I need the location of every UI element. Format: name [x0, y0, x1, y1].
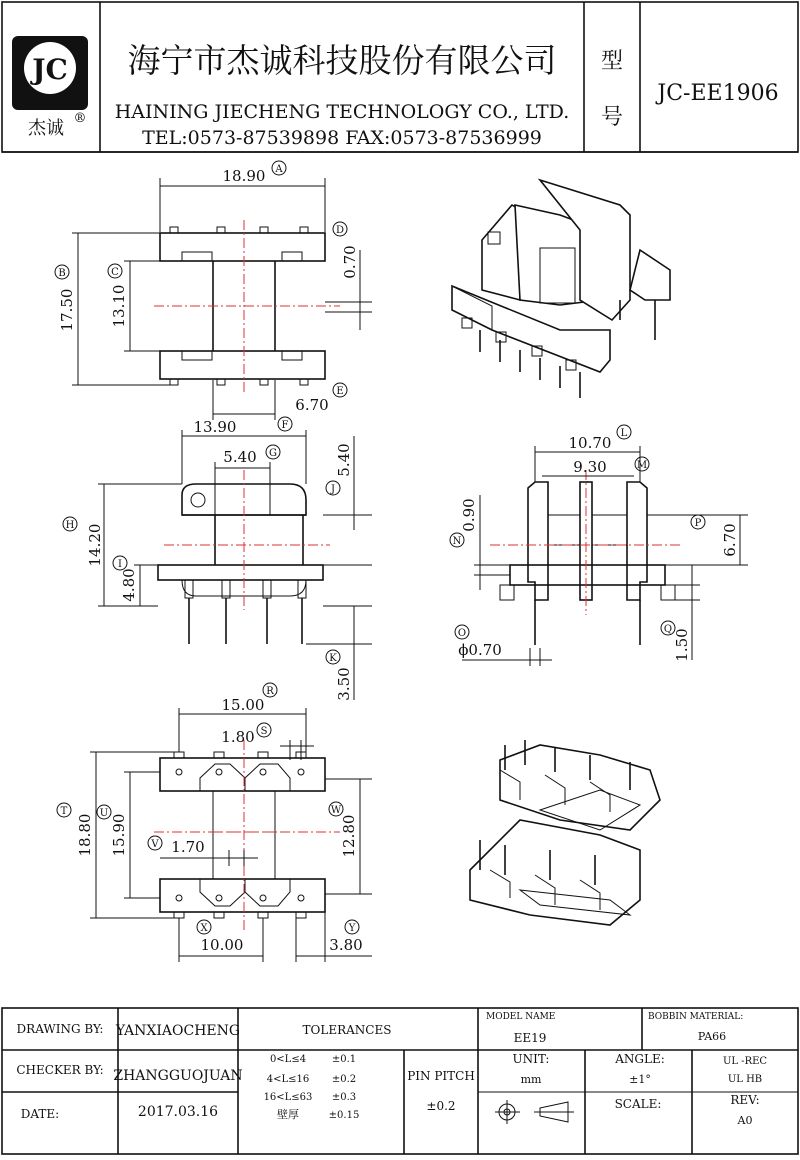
dim-b-value: 17.50: [58, 288, 76, 332]
date-label: DATE:: [20, 1107, 60, 1121]
company-name-cn: 海宁市杰诚科技股份有限公司: [127, 41, 557, 80]
dim-i-value: 4.80: [120, 568, 138, 602]
tol-3: ±0.3: [331, 1092, 357, 1103]
dim-h-value: 14.20: [86, 523, 104, 567]
company-logo: [12, 36, 88, 139]
dim-t-value: 18.80: [76, 813, 94, 857]
drawing-by-label: DRAWING BY:: [16, 1022, 104, 1036]
dim-g-tag: G: [269, 448, 277, 459]
dim-l-tag: L: [620, 428, 628, 439]
dim-o-tag: O: [457, 628, 467, 639]
dim-v-tag: V: [151, 839, 159, 850]
tolerances-label: TOLERANCES: [302, 1023, 392, 1037]
dim-q-value: 1.50: [673, 628, 691, 662]
ul-hb: UL HB: [727, 1074, 763, 1085]
dim-g-value: 5.40: [223, 448, 257, 466]
checker-by-label: CHECKER BY:: [16, 1063, 104, 1077]
top-view: [55, 161, 372, 420]
model-name-label: MODEL NAME: [486, 1012, 556, 1022]
projection-symbol: [495, 1100, 574, 1124]
dim-y-value: 3.80: [329, 936, 363, 954]
bobbin-material: PA66: [697, 1030, 727, 1043]
model-number: JC-EE1906: [657, 81, 779, 106]
title-block: [2, 1008, 798, 1154]
tol-1: ±0.1: [331, 1054, 357, 1065]
model-label-1: 型: [600, 49, 624, 74]
dim-t-tag: T: [60, 806, 68, 817]
dim-w-value: 12.80: [340, 814, 358, 858]
dim-v-value: 1.70: [171, 838, 205, 856]
dim-p-value: 6.70: [721, 523, 739, 557]
rev-label: REV:: [730, 1093, 760, 1107]
company-name-en: HAINING JIECHENG TECHNOLOGY CO., LTD.: [114, 101, 570, 123]
isometric-view-top: [452, 180, 670, 398]
dim-a-tag: A: [275, 164, 283, 175]
header-block: [2, 2, 798, 152]
dim-j-tag: J: [330, 484, 336, 495]
pin-pitch: ±0.2: [426, 1099, 456, 1113]
logo-text: JC: [32, 53, 68, 86]
dim-o-value: ϕ0.70: [458, 641, 502, 659]
angle-label: ANGLE:: [615, 1052, 665, 1066]
dim-n-tag: N: [452, 536, 462, 547]
drawing-by: YANXIAOCHENG: [115, 1023, 241, 1039]
dim-u-value: 15.90: [110, 813, 128, 857]
dim-c-value: 13.10: [110, 284, 128, 328]
dim-q-tag: Q: [663, 624, 673, 635]
dim-p-tag: P: [694, 518, 702, 529]
dim-y-tag: Y: [348, 923, 356, 934]
side-view: [450, 425, 748, 666]
rev: A0: [737, 1114, 753, 1127]
registered-mark: ®: [73, 111, 87, 126]
dim-d-tag: D: [335, 225, 345, 236]
dim-u-tag: U: [99, 808, 109, 819]
bobbin-material-label: BOBBIN MATERIAL:: [648, 1012, 744, 1022]
tol-4: ±0.15: [328, 1110, 360, 1121]
pin-pitch-label: PIN PITCH: [407, 1069, 475, 1083]
front-view: [63, 417, 372, 701]
dim-e-tag: E: [336, 386, 344, 397]
dim-s-tag: S: [260, 726, 268, 737]
model-label-2: 号: [600, 105, 624, 130]
dim-l-value: 10.70: [568, 434, 612, 452]
dim-d-value: 0.70: [341, 245, 359, 279]
angle: ±1°: [629, 1073, 651, 1086]
dim-a-value: 18.90: [222, 167, 266, 185]
dim-e-value: 6.70: [295, 396, 329, 414]
dim-r-value: 15.00: [221, 696, 265, 714]
date: 2017.03.16: [137, 1104, 219, 1120]
tol-1-range: 0<L≤4: [269, 1054, 307, 1065]
dim-j-value: 5.40: [335, 443, 353, 477]
dim-f-tag: F: [281, 420, 289, 431]
unit: mm: [520, 1073, 542, 1086]
isometric-view-bottom: [470, 740, 660, 925]
dim-b-tag: B: [58, 268, 66, 279]
checker-by: ZHANGGUOJUAN: [113, 1068, 243, 1084]
dim-s-value: 1.80: [221, 728, 255, 746]
dim-h-tag: H: [65, 520, 75, 531]
dim-c-tag: C: [111, 267, 119, 278]
tol-4-range: 壁厚: [277, 1108, 299, 1121]
dim-x-value: 10.00: [200, 936, 244, 954]
dim-n-value: 0.90: [460, 498, 478, 532]
tol-2-range: 4<L≤16: [266, 1074, 310, 1085]
dim-m-tag: M: [636, 460, 648, 471]
dim-r-tag: R: [266, 686, 274, 697]
tol-3-range: 16<L≤63: [263, 1092, 313, 1103]
dim-x-tag: X: [200, 923, 208, 934]
ul-rec: UL -REC: [722, 1056, 768, 1067]
model-name: EE19: [513, 1031, 547, 1045]
unit-label: UNIT:: [512, 1052, 550, 1066]
dim-k-value: 3.50: [335, 667, 353, 701]
company-contact: TEL:0573-87539898 FAX:0573-87536999: [142, 127, 542, 149]
dim-f-value: 13.90: [193, 418, 237, 436]
logo-brand: 杰诚: [28, 118, 64, 139]
dim-w-tag: W: [330, 805, 342, 816]
scale-label: SCALE:: [614, 1097, 662, 1111]
bottom-view: [57, 683, 372, 962]
dim-i-tag: I: [118, 559, 122, 570]
tol-2: ±0.2: [331, 1074, 357, 1085]
dim-k-tag: K: [329, 653, 337, 664]
dim-m-value: 9.30: [573, 458, 607, 476]
